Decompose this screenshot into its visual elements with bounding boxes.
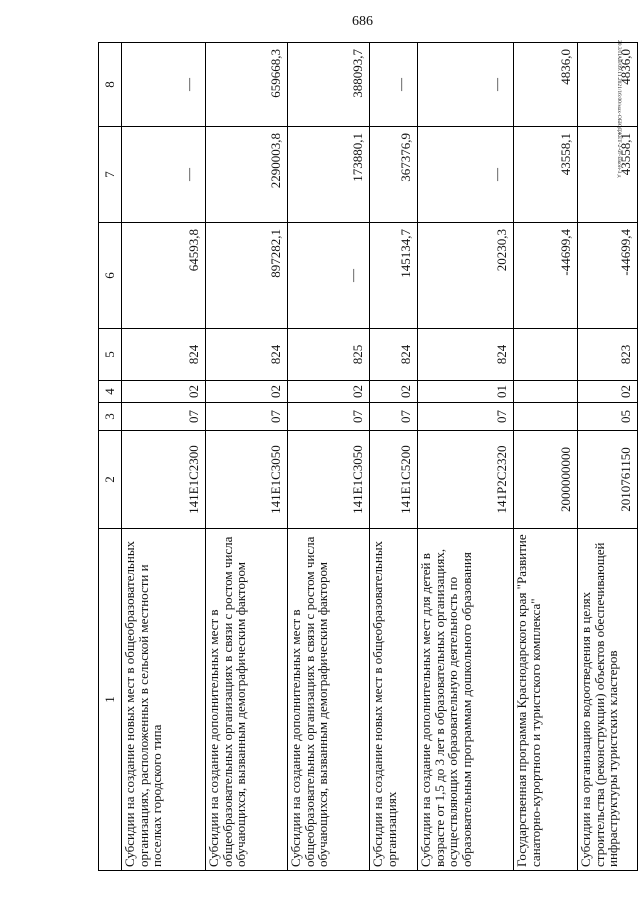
target-article-code: 141P2C2320 [418,431,514,529]
amount-col8: — [418,43,514,127]
target-article-code: 141E1C2300 [122,431,206,529]
subsection-code: 01 [418,381,514,403]
amount-col6: 64593,8 [122,223,206,329]
subsection-code: 02 [288,381,370,403]
subsection-code: 02 [370,381,418,403]
section-code: 05 [578,403,638,431]
amount-col6: 897282,1 [206,223,288,329]
amount-col6: 20230,3 [418,223,514,329]
table-row [122,43,206,871]
expense-type-code [514,329,578,381]
target-article-code: 141E1C3050 [206,431,288,529]
header-cell: 6 [99,223,122,329]
table-row [578,43,638,871]
header-cell: 4 [99,381,122,403]
header-cell: 7 [99,127,122,223]
budget-table [98,42,638,871]
table-row [514,43,578,871]
amount-col7: 173880,1 [288,127,370,223]
table-row [206,43,288,871]
section-code: 07 [418,403,514,431]
amount-col7: 2290003,8 [206,127,288,223]
row-description: Субсидии на создание дополнительных мест в общеобразовательных организациях в связи с ростом числа обучающихся, вызванным демографическим фактором [206,529,288,871]
amount-col8: — [122,43,206,127]
amount-col6: 145134,7 [370,223,418,329]
subsection-code: 02 [578,381,638,403]
expense-type-code: 824 [418,329,514,381]
expense-type-code: 824 [206,329,288,381]
subsection-code: 02 [206,381,288,403]
table-row [418,43,514,871]
amount-col7: — [418,127,514,223]
header-cell: 1 [99,529,122,871]
row-description: Субсидии на создание дополнительных мест для детей в возрасте от 1,5 до 3 лет в образовательных организациях, осуществляющих образовательную деятельность по образовательным программам дошкольного образования [418,529,514,871]
expense-type-code: 824 [122,329,206,381]
row-description: Субсидии на создание новых мест в общеобразовательных организациях [370,529,418,871]
amount-col6: -44699,4 [578,223,638,329]
amount-col6: -44699,4 [514,223,578,329]
amount-col8: 659668,3 [206,43,288,127]
header-cell: 8 [99,43,122,127]
amount-col7: 43558,1 [578,127,638,223]
document-stamp-note: 20.3/ПАВ/09.11.2021/16:00/мах-ОБЮДЖЕТ-2-чт-закон-3 д [616,40,622,178]
amount-col8: — [370,43,418,127]
target-article-code: 2000000000 [514,431,578,529]
section-code: 07 [206,403,288,431]
target-article-code: 2010761150 [578,431,638,529]
expense-type-code: 823 [578,329,638,381]
header-cell: 5 [99,329,122,381]
amount-col7: 367376,9 [370,127,418,223]
section-code [514,403,578,431]
header-cell: 3 [99,403,122,431]
expense-type-code: 825 [288,329,370,381]
expense-type-code: 824 [370,329,418,381]
target-article-code: 141E1C3050 [288,431,370,529]
row-description: Субсидии на создание дополнительных мест в общеобразовательных организациях в связи с ростом числа обучающихся, вызванным демографическим фактором [288,529,370,871]
row-description: Субсидии на организацию водоотведения в целях строительства (реконструкции) объектов обеспечивающей инфраструктуры туристских кластеров [578,529,638,871]
page-number: 686 [352,14,373,29]
amount-col8: 4836,0 [514,43,578,127]
row-description: Субсидии на создание новых мест в общеобразовательных организациях, расположенных в сельской местности и поселках городского типа [122,529,206,871]
row-description: Государственная программа Краснодарского края "Развитие санаторно-курортного и туристского комплекса" [514,529,578,871]
header-cell: 2 [99,431,122,529]
column-number-row [99,43,122,871]
amount-col7: 43558,1 [514,127,578,223]
amount-col8: 388093,7 [288,43,370,127]
section-code: 07 [122,403,206,431]
table-row [370,43,418,871]
table-row [288,43,370,871]
subsection-code [514,381,578,403]
amount-col8: 4836,0 [578,43,638,127]
amount-col7: — [122,127,206,223]
section-code: 07 [370,403,418,431]
subsection-code: 02 [122,381,206,403]
amount-col6: — [288,223,370,329]
section-code: 07 [288,403,370,431]
target-article-code: 141E1C5200 [370,431,418,529]
